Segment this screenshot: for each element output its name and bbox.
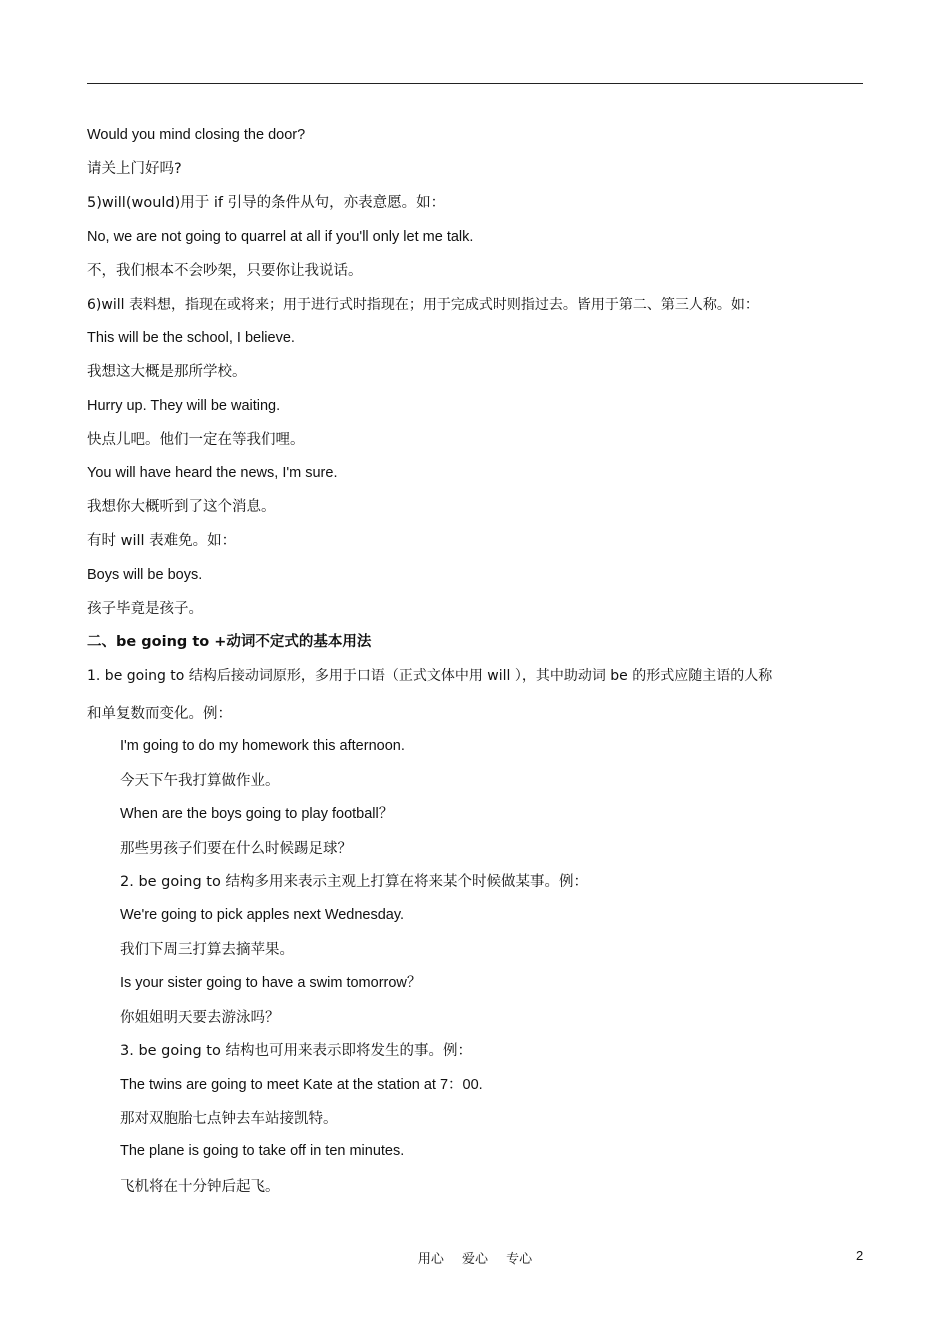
text-line: You will have heard the news, I'm sure. (87, 465, 338, 481)
example-line: 我们下周三打算去摘苹果。 (120, 942, 294, 958)
example-line: We're going to pick apples next Wednesday. (120, 907, 405, 923)
text-line: 有时 will 表难免。如： (87, 533, 237, 549)
text-line: 不，我们根本不会吵架，只要你让我说话。 (87, 263, 363, 279)
example-line: 飞机将在十分钟后起飞。 (120, 1179, 280, 1195)
footer-motto: 用心 爱心 专心 (417, 1252, 533, 1267)
text-line: 快点儿吧。他们一定在等我们哩。 (87, 432, 305, 448)
example-line: 那些男孩子们要在什么时候踢足球？ (120, 841, 352, 857)
page-number: 2 (856, 1248, 864, 1263)
header-rule (87, 83, 863, 84)
example-line: 2. be going to 结构多用来表示主观上打算在将来某个时候做某事。例： (120, 874, 588, 890)
example-line: 那对双胞胎七点钟去车站接凯特。 (120, 1111, 338, 1127)
example-line: 今天下午我打算做作业。 (120, 773, 280, 789)
text-line: This will be the school, I believe. (87, 330, 295, 346)
example-line: I'm going to do my homework this afternoon. (120, 738, 405, 754)
text-line: 我想你大概听到了这个消息。 (87, 499, 276, 515)
text-line: 1. be going to 结构后接动词原形，多用于口语（正式文体中用 will ），其中助动词 be 的形式应随主语的人称 (87, 668, 773, 684)
text-line: Would you mind closing the door? (87, 127, 306, 143)
text-line: 孩子毕竟是孩子。 (87, 601, 203, 617)
example-line: The twins are going to meet Kate at the station at 7：00. (120, 1077, 483, 1093)
text-line: 我想这大概是那所学校。 (87, 364, 247, 380)
text-line: Hurry up. They will be waiting. (87, 398, 281, 414)
text-line: No, we are not going to quarrel at all if you'll only let me talk. (87, 229, 474, 245)
example-line: 3. be going to 结构也可用来表示即将发生的事。例： (120, 1043, 472, 1059)
example-line: The plane is going to take off in ten minutes. (120, 1143, 405, 1159)
example-line: When are the boys going to play football？ (120, 806, 394, 822)
text-line: 6)will 表料想，指现在或将来；用于进行式时指现在；用于完成式时则指过去。皆用于第二、第三人称。如： (87, 297, 759, 313)
text-line: 和单复数而变化。例： (87, 706, 232, 722)
text-line: 请关上门好吗? (87, 161, 182, 177)
example-line: 你姐姐明天要去游泳吗？ (120, 1010, 280, 1026)
text-line: Boys will be boys. (87, 567, 203, 583)
example-line: Is your sister going to have a swim tomorrow？ (120, 975, 422, 991)
text-line: 5)will(would)用于 if 引导的条件从句，亦表意愿。如： (87, 195, 446, 211)
section-heading: 二、be going to +动词不定式的基本用法 (87, 634, 372, 650)
